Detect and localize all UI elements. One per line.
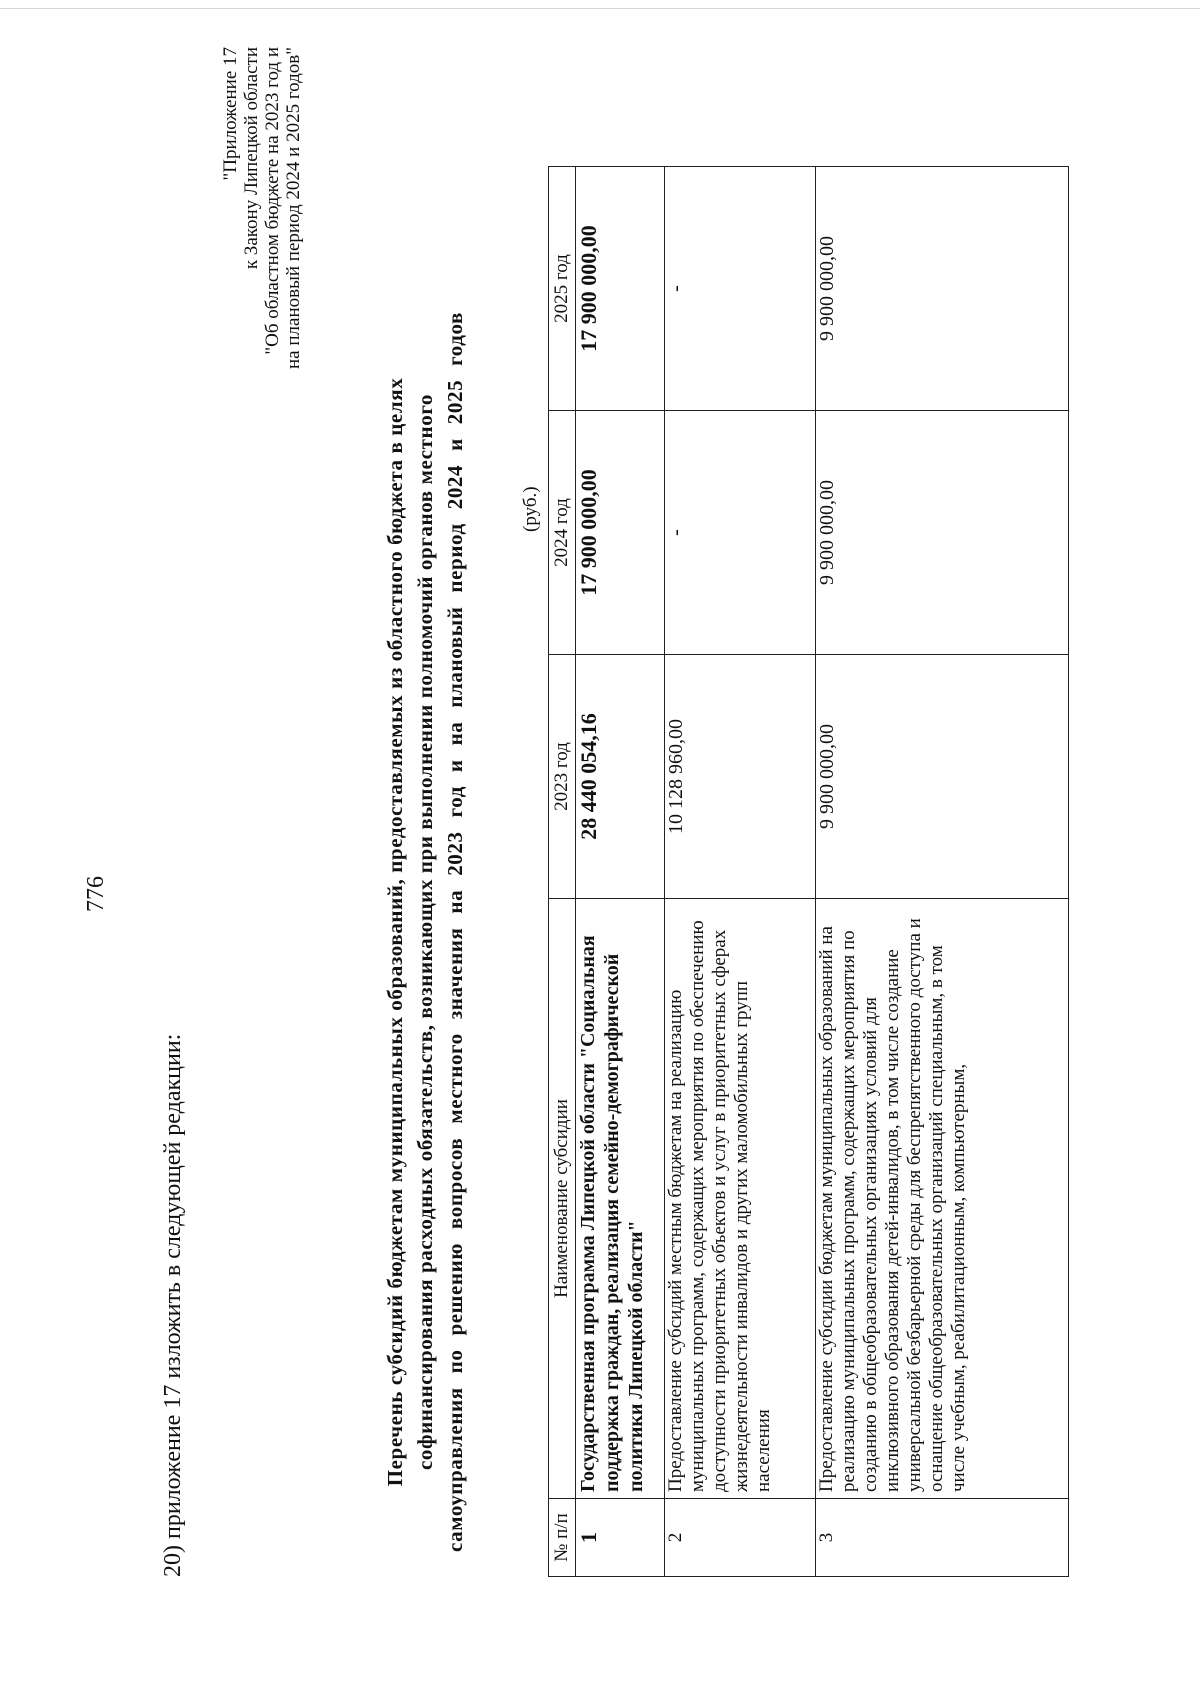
heading-line-1: Перечень субсидий бюджетам муниципальных образований, предоставляемых из областного бюджета в целях — [383, 377, 407, 1487]
value-2025: 17 900 000,00 — [576, 167, 665, 411]
table-row — [816, 167, 1069, 1577]
header-subsidy-name: Наименование субсидии — [549, 899, 576, 1499]
appendix-line-1: "Приложение 17 — [220, 47, 241, 181]
appendix-line-2: к Закону Липецкой области — [241, 47, 262, 270]
subsidy-name: Предоставление субсидий местным бюджетам на реализацию муниципальных программ, содержащих мероприятия по обеспечению доступности приоритетных объектов и услуг в приоритетных сферах жизнедеятельности инвалидов и других маломобильных групп населения — [665, 899, 816, 1499]
value-2023: 28 440 054,16 — [576, 655, 665, 899]
currency-unit: (руб.) — [520, 486, 541, 532]
value-2025: 9 900 000,00 — [816, 167, 1069, 411]
intro-text: 20) приложение 17 изложить в следующей редакции: — [160, 1033, 186, 1577]
header-number: № п/п — [549, 1499, 576, 1577]
appendix-line-3: "Об областном бюджете на 2023 год и — [262, 47, 283, 355]
header-2024: 2024 год — [549, 411, 576, 655]
row-number: 1 — [576, 1499, 665, 1577]
appendix-reference — [220, 47, 304, 427]
header-2025: 2025 год — [549, 167, 576, 411]
document-heading — [380, 312, 470, 1552]
table-row — [576, 167, 665, 1577]
value-2024: 17 900 000,00 — [576, 411, 665, 655]
table-header-row — [549, 167, 576, 1577]
heading-line-3: самоуправления по решению вопросов местного значения на 2023 год и на плановый период 2024 и 2025 годов — [443, 312, 467, 1552]
heading-line-2: софинансирования расходных обязательств, возникающих при выполнении полномочий органов местного — [413, 393, 437, 1471]
page-number: 776 — [83, 876, 109, 912]
value-2024: - — [665, 411, 816, 655]
value-2024: 9 900 000,00 — [816, 411, 1069, 655]
row-number: 2 — [665, 1499, 816, 1577]
value-2025: - — [665, 167, 816, 411]
value-2023: 10 128 960,00 — [665, 655, 816, 899]
value-2023: 9 900 000,00 — [816, 655, 1069, 899]
subsidies-table — [548, 166, 1069, 1577]
header-2023: 2023 год — [549, 655, 576, 899]
table-row — [665, 167, 816, 1577]
appendix-line-4: на плановый период 2024 и 2025 годов" — [283, 47, 304, 369]
row-number: 3 — [816, 1499, 1069, 1577]
subsidy-name: Предоставление субсидии бюджетам муниципальных образований на реализацию муниципальных программ, содержащих мероприятия по созданию в общеобразовательных организациях условий для инклюзивного образования детей-инвалидов, в том числе создание универсальной безбарьерной среды для беспрепятственного доступа и оснащение общеобразовательных организаций специальным, в том числе учебным, реабилитационным, компьютерным, — [816, 899, 1069, 1499]
subsidy-name: Государственная программа Липецкой области "Социальная поддержка граждан, реализация семейно-демографической политики Липецкой области" — [576, 899, 665, 1499]
